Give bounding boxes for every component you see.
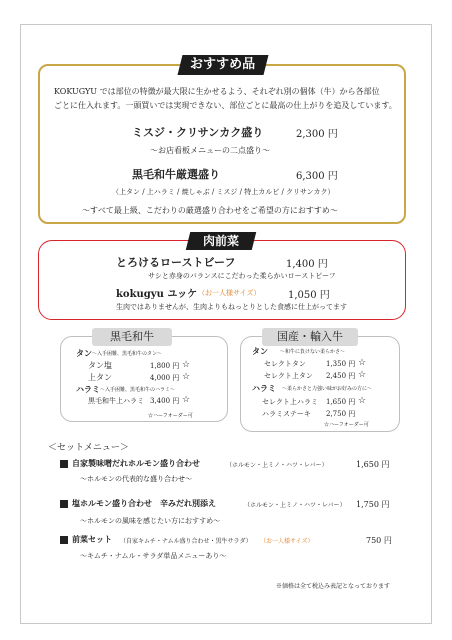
set-item-detail: （自家キムチ・ナムル盛り合わせ・黒牛サラダ） xyxy=(120,538,252,545)
domestic-item-price: 1,650 円 xyxy=(326,398,356,406)
recommend-title: おすすめ品 xyxy=(178,55,269,75)
appetizer-item-note: 生肉ではありませんが、生肉よりもねっとりとした食感に仕上がってます xyxy=(116,303,347,311)
appetizer-title: 肉前菜 xyxy=(186,232,256,250)
domestic-item-name: セレクトタン xyxy=(264,360,306,368)
set-item-name: 自家製味噌だれホルモン盛り合わせ xyxy=(60,458,200,469)
set-item-detail: （ホルモン・上ミノ・ハツ・レバー） xyxy=(226,462,328,469)
set-item-price: 1,750 円 xyxy=(356,500,390,509)
appetizer-item-name: とろけるローストビーフ xyxy=(116,256,236,269)
wagyu-item-name: タン塩 xyxy=(88,361,112,370)
title-deco-right xyxy=(266,64,296,66)
appetizer-item-price: 1,050 円 xyxy=(288,290,330,301)
domestic-item-name: ハラミステーキ xyxy=(262,410,311,418)
half-order-star: ☆ xyxy=(358,370,367,380)
appetizer-item-note: サシと赤身のバランスにこだわった柔らかいローストビーフ xyxy=(148,272,336,280)
half-order-note: ☆ハーフオーダー可 xyxy=(148,413,193,419)
recommend-item-price: 6,300 円 xyxy=(296,171,338,182)
domestic-tan-note: ～和牛に負けない柔らかさ～ xyxy=(280,349,346,355)
recommend-item-name: 黒毛和牛厳選盛り xyxy=(132,168,220,181)
set-item-price: 750 円 xyxy=(366,536,392,545)
wagyu-tan-note: ～入手困難、黒毛和牛のタン～ xyxy=(92,351,163,357)
square-bullet-icon xyxy=(60,536,68,544)
set-menu-heading: ＜セットメニュー＞ xyxy=(48,443,129,453)
appetizer-item-price: 1,400 円 xyxy=(286,259,328,270)
half-order-star: ☆ xyxy=(182,395,191,405)
half-order-note: ☆ハーフオーダー可 xyxy=(324,422,369,428)
wagyu-item-price: 1,800 円 xyxy=(150,362,180,370)
half-order-star: ☆ xyxy=(358,396,367,406)
recommend-item-note: ～お店看板メニューの二点盛り～ xyxy=(150,146,270,155)
set-item-price: 1,650 円 xyxy=(356,460,390,469)
tax-note: ※価格は全て税込み表記となっております xyxy=(276,583,391,590)
domestic-item-name: セレクト上タン xyxy=(264,372,313,380)
recommend-item-note: （上タン / 上ハラミ / 焼しゃぶ / ミスジ / 特上カルビ / クリサンカク） xyxy=(112,188,335,196)
set-item-note: ～ホルモンの代表的な盛り合わせ～ xyxy=(80,475,192,483)
half-order-star: ☆ xyxy=(182,360,191,370)
set-item-name: 前菜セット xyxy=(60,534,112,545)
wagyu-harami-label: ハラミ xyxy=(76,384,100,394)
wagyu-title: 黒毛和牛 xyxy=(92,328,172,346)
wagyu-item-name: 上タン xyxy=(88,373,112,382)
domestic-item-price: 1,350 円 xyxy=(326,360,356,368)
appetizer-item-tag: （お一人様サイズ） xyxy=(198,289,261,297)
wagyu-item-name: 黒毛和牛上ハラミ xyxy=(88,397,144,405)
domestic-item-price: 2,450 円 xyxy=(326,372,356,380)
domestic-tan-label: タン xyxy=(252,346,268,356)
title-deco-left xyxy=(150,64,180,66)
set-item-detail: （ホルモン・上ミノ・ハツ・レバー） xyxy=(244,502,346,509)
recommend-intro-line1: KOKUGYU では部位の特徴が最大限に生かせるよう、それぞれ別の個体（牛）から各部位 xyxy=(54,87,380,96)
recommend-item-price: 2,300 円 xyxy=(296,129,338,140)
set-item-note: ～ホルモンの風味を感じたい方におすすめ～ xyxy=(80,517,221,525)
domestic-item-name: セレクト上ハラミ xyxy=(262,398,318,406)
domestic-harami-note: ～柔らかさと力強い味がお好みの方に～ xyxy=(282,386,373,392)
wagyu-item-price: 3,400 円 xyxy=(150,397,180,405)
half-order-star: ☆ xyxy=(358,358,367,368)
recommend-intro-line2: ごとに仕入れます。一頭買いでは実現できない、部位ごとに最高の仕上がりを追及しています。 xyxy=(54,101,397,110)
appetizer-item-name: kokugyu ユッケ xyxy=(116,289,198,300)
domestic-harami-label: ハラミ xyxy=(252,383,276,393)
domestic-item-price: 2,750 円 xyxy=(326,410,356,418)
domestic-title: 国産・輸入牛 xyxy=(262,328,358,346)
set-item-name: 塩ホルモン盛り合わせ 辛みだれ別添え xyxy=(60,498,216,509)
set-item-note: ～キムチ・ナムル・サラダ単品メニューあり～ xyxy=(80,552,227,560)
set-item-tag: （お一人様サイズ） xyxy=(260,538,314,545)
square-bullet-icon xyxy=(60,500,68,508)
half-order-star: ☆ xyxy=(182,372,191,382)
wagyu-item-price: 4,000 円 xyxy=(150,374,180,382)
wagyu-tan-label: タン xyxy=(76,348,92,358)
recommend-footer: ～すべて最上級、こだわりの厳選盛り合わせをご希望の方におすすめ～ xyxy=(82,206,338,215)
recommend-item-name: ミスジ・クリサンカク盛り xyxy=(132,126,264,139)
square-bullet-icon xyxy=(60,460,68,468)
wagyu-harami-note: ～入手困難、黒毛和牛のハラミ～ xyxy=(100,387,176,393)
